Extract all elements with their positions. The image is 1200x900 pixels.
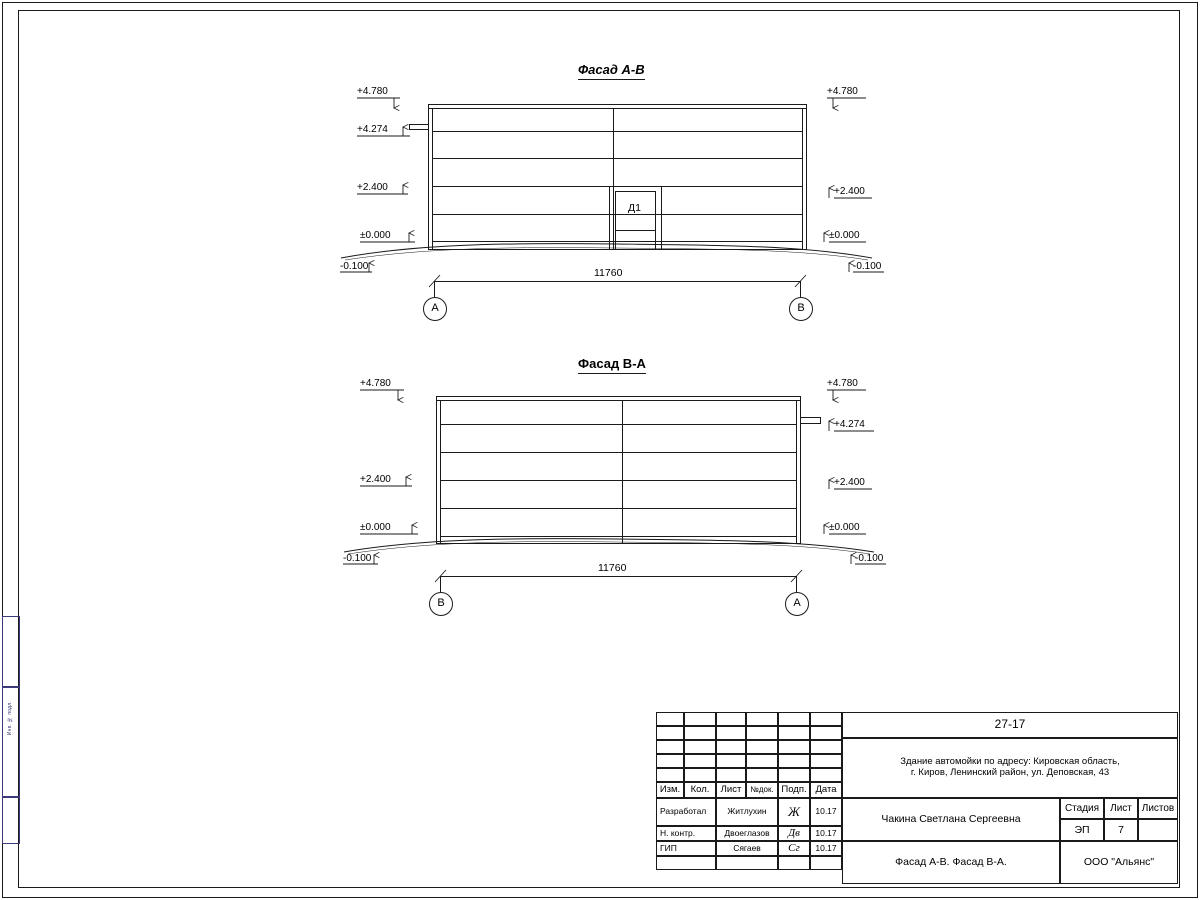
- facade-a-b-axis-bubble-right: В: [789, 297, 813, 321]
- revision-grid-cell: [716, 754, 746, 768]
- revision-grid-cell: [778, 768, 810, 782]
- revision-grid-cell: [810, 726, 842, 740]
- revision-grid-cell: [778, 740, 810, 754]
- revision-header-ndok: №док.: [746, 782, 778, 798]
- sheets-header: Листов: [1138, 798, 1178, 819]
- facade-a-b-level-right-4: -0.100: [853, 261, 882, 272]
- revision-grid-cell: [684, 768, 716, 782]
- facade-b-a-level-left-4: -0.100: [343, 553, 372, 564]
- role-name-blank: [716, 856, 778, 870]
- revision-grid-cell: [716, 768, 746, 782]
- facade-b-a-level-left-1: +4.780: [360, 378, 391, 389]
- sheets-value: [1138, 819, 1178, 841]
- object-title-line-2: г. Киров, Ленинский район, ул. Деповская, 43: [910, 767, 1110, 778]
- revision-grid-cell: [656, 754, 684, 768]
- revision-grid-cell: [656, 740, 684, 754]
- facade-a-b-level-left-1: +4.780: [357, 86, 388, 97]
- role-name-1: Двоеглазов: [716, 826, 778, 841]
- revision-grid-cell: [810, 754, 842, 768]
- revision-header-podp: Подп.: [778, 782, 810, 798]
- facade-a-b-level-right-2: +2.400: [834, 186, 865, 197]
- facade-a-b-door-label: Д1: [628, 202, 641, 214]
- revision-grid-cell: [746, 768, 778, 782]
- role-date-blank: [810, 856, 842, 870]
- sheet-name: Фасад А-В. Фасад В-А.: [842, 841, 1060, 884]
- facade-b-a-level-left-3: ±0.000: [360, 522, 391, 533]
- role-signature-blank: [778, 856, 810, 870]
- facade-b-a-level-left-2: +2.400: [360, 474, 391, 485]
- facade-a-b-level-left-3: +2.400: [357, 182, 388, 193]
- revision-header-kol: Кол.: [684, 782, 716, 798]
- revision-grid-cell: [778, 754, 810, 768]
- facade-b-a-level-right-3: +2.400: [834, 477, 865, 488]
- stage-value: ЭП: [1060, 819, 1104, 841]
- facade-b-a-level-right-2: +4.274: [834, 419, 865, 430]
- revision-grid-cell: [746, 726, 778, 740]
- revision-grid-cell: [684, 726, 716, 740]
- role-label-blank: [656, 856, 716, 870]
- facade-b-a-level-right-1: +4.780: [827, 378, 858, 389]
- facade-b-a-dimension-value: 11760: [598, 562, 627, 574]
- title-block: [656, 712, 1178, 884]
- facade-a-b-level-left-4: ±0.000: [360, 230, 391, 241]
- role-label-1: Н. контр.: [656, 826, 716, 841]
- object-title-line-1: Здание автомойки по адресу: Кировская область,: [900, 756, 1120, 768]
- revision-grid-cell: [656, 768, 684, 782]
- object-title: [842, 738, 1178, 798]
- role-label-2: ГИП: [656, 841, 716, 856]
- revision-grid-cell: [810, 768, 842, 782]
- role-signature-1: Дв: [778, 826, 810, 841]
- company-name: ООО "Альянс": [1060, 841, 1178, 884]
- role-date-2: 10.17: [810, 841, 842, 856]
- facade-a-b-level-right-1: +4.780: [827, 86, 858, 97]
- revision-header-data: Дата: [810, 782, 842, 798]
- facade-a-b-dimension-value: 11760: [594, 267, 623, 279]
- revision-grid-cell: [810, 740, 842, 754]
- sheet-number: 27-17: [842, 712, 1178, 738]
- role-signature-0: Ж: [778, 798, 810, 826]
- role-signature-2: Сг: [778, 841, 810, 856]
- facade-a-b-title: Фасад А-В: [578, 62, 645, 80]
- revision-grid-cell: [684, 740, 716, 754]
- facade-a-b-axis-bubble-left: А: [423, 297, 447, 321]
- sheet-value: 7: [1104, 819, 1138, 841]
- revision-grid-cell: [656, 726, 684, 740]
- revision-header-izm: Изм.: [656, 782, 684, 798]
- stage-header: Стадия: [1060, 798, 1104, 819]
- facade-b-a-axis-bubble-left: В: [429, 592, 453, 616]
- revision-grid-cell: [778, 726, 810, 740]
- facade-b-a-axis-bubble-right: А: [785, 592, 809, 616]
- revision-grid-cell: [716, 740, 746, 754]
- facade-b-a-title: Фасад В-А: [578, 356, 646, 374]
- role-name-2: Сягаев: [716, 841, 778, 856]
- revision-grid-cell: [746, 712, 778, 726]
- revision-grid-cell: [716, 712, 746, 726]
- revision-grid-cell: [746, 740, 778, 754]
- revision-grid-cell: [716, 726, 746, 740]
- role-label-0: Разработал: [656, 798, 716, 826]
- revision-grid-cell: [684, 712, 716, 726]
- revision-grid-cell: [778, 712, 810, 726]
- revision-grid-cell: [684, 754, 716, 768]
- facade-b-a-level-right-5: -0.100: [855, 553, 884, 564]
- revision-grid-cell: [746, 754, 778, 768]
- client-name: Чакина Светлана Сергеевна: [842, 798, 1060, 841]
- revision-grid-cell: [810, 712, 842, 726]
- facade-b-a-level-right-4: ±0.000: [829, 522, 860, 533]
- revision-grid-cell: [656, 712, 684, 726]
- margin-stub-b-label: Инв. № подл.: [7, 701, 13, 736]
- revision-header-list: Лист: [716, 782, 746, 798]
- role-date-0: 10.17: [810, 798, 842, 826]
- role-date-1: 10.17: [810, 826, 842, 841]
- facade-a-b-level-right-3: ±0.000: [829, 230, 860, 241]
- facade-a-b-level-left-2: +4.274: [357, 124, 388, 135]
- facade-a-b-level-left-5: -0.100: [340, 261, 369, 272]
- sheet-header: Лист: [1104, 798, 1138, 819]
- role-name-0: Житлухин: [716, 798, 778, 826]
